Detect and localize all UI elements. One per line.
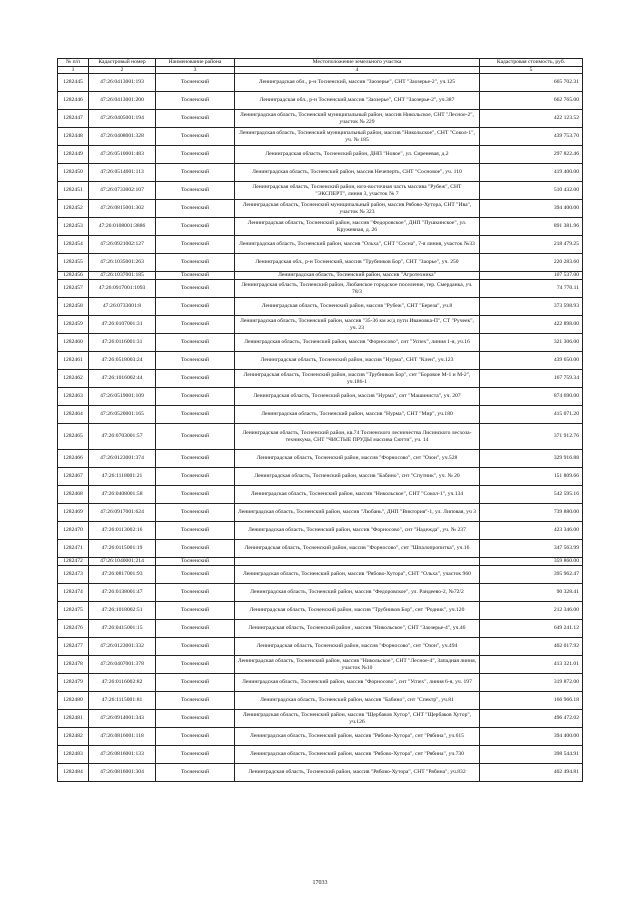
district-cell: Тосненский [156, 638, 235, 656]
row-number-cell: 1282474 [58, 584, 89, 602]
table-row [58, 182, 583, 200]
row-number-cell: 1282466 [58, 450, 89, 468]
cadastral-number-cell: 47:26:0733002:107 [89, 182, 156, 200]
row-number-cell: 1282454 [58, 236, 89, 254]
location-cell: Ленинградская область, Тосненский муниципальный район, массив Рябово-Хутора, СНТ "Ива", участок № 323 [235, 200, 480, 218]
district-cell: Тосненский [156, 674, 235, 692]
table-row [58, 522, 583, 540]
district-cell: Тосненский [156, 316, 235, 334]
location-cell: Ленинградская область, Тосненский район, массив "Форносово", снт "Шпалопропитка", уч.16 [235, 540, 480, 558]
row-number-cell: 1282473 [58, 566, 89, 584]
location-cell: Ленинградская область, Тосненский район, массив "Рябово-Хутора", снт "Рябина", уч.615 [235, 728, 480, 746]
table-row [58, 710, 583, 728]
cadastral-number-cell: 47:26:0116002:82 [89, 674, 156, 692]
row-number-cell: 1282464 [58, 406, 89, 424]
district-cell: Тосненский [156, 74, 235, 92]
cadastral-number-cell: 47:26:0123001:374 [89, 450, 156, 468]
location-cell: Ленинградская область, Тосненский район, массив "Никольское", СНТ "Сокол-1", уч.134 [235, 486, 480, 504]
location-cell: Ленинградская область, Тосненский район, массив "Форносово", снт "Успех", линия 6-я, уч. 197 [235, 674, 480, 692]
cadastral-number-cell: 47:26:0108001:3886 [89, 218, 156, 236]
location-cell: Ленинградская обл., р-н Тосненский,массив "Заозерье", СНТ "Заозерье-2", уч.387 [235, 92, 480, 110]
table-row [58, 424, 583, 450]
cadastral-value-cell: 319 872.00 [480, 674, 583, 692]
location-cell: Ленинградская область, Тосненский район, массив "Трубников Бор", снт "Боровое М-1 и М-2", уч.186-1 [235, 370, 480, 388]
cadastral-value-cell: 542 595.16 [480, 486, 583, 504]
column-number-3: 3 [156, 67, 235, 74]
district-cell: Тосненский [156, 352, 235, 370]
table-row [58, 218, 583, 236]
location-cell: Ленинградская область, Тосненский район, массив "Форносово", снт "Успех", линия 1-я, уч.16 [235, 334, 480, 352]
district-cell: Тосненский [156, 334, 235, 352]
district-cell: Тосненский [156, 182, 235, 200]
row-number-cell: 1282468 [58, 486, 89, 504]
cadastral-value-cell: 891 381.96 [480, 218, 583, 236]
cadastral-number-cell: 47:26:1035001:263 [89, 254, 156, 272]
cadastral-value-cell: 218 479.25 [480, 236, 583, 254]
cadastral-number-cell: 47:26:1037001:185 [89, 272, 156, 280]
district-cell: Тосненский [156, 272, 235, 280]
table-row [58, 280, 583, 298]
table-row [58, 486, 583, 504]
location-cell: Ленинградская область, Тосненский муниципальный район, массив Никольское, СНТ "Лесное-2", участок № 229 [235, 110, 480, 128]
cadastral-number-cell: 47:26:0413001:193 [89, 74, 156, 92]
table-row [58, 638, 583, 656]
table-row [58, 92, 583, 110]
location-cell: Ленинградская обл., р-н Тосненский, массив "Заозерье", СНТ "Заозерье-2", уч.125 [235, 74, 480, 92]
cadastral-number-cell: 47:26:0733001:8 [89, 298, 156, 316]
row-number-cell: 1282460 [58, 334, 89, 352]
cadastral-number-cell: 47:26:0914001:343 [89, 710, 156, 728]
cadastral-value-cell: 419 400.00 [480, 164, 583, 182]
cadastral-value-cell: 394 400.00 [480, 200, 583, 218]
location-cell: Ленинградская область, Тосненский район, массив "Нурма", СНТ "Мир", уч.180 [235, 406, 480, 424]
row-number-cell: 1282447 [58, 110, 89, 128]
district-cell: Тосненский [156, 146, 235, 164]
cadastral-value-cell: 373 598.93 [480, 298, 583, 316]
row-number-cell: 1282479 [58, 674, 89, 692]
table-row [58, 200, 583, 218]
table-row [58, 146, 583, 164]
district-cell: Тосненский [156, 92, 235, 110]
header-row-number: № п/п [58, 59, 89, 67]
cadastral-number-cell: 47:26:0817001:93 [89, 566, 156, 584]
district-cell: Тосненский [156, 602, 235, 620]
location-cell: Ленинградская область, Тосненский муниципальный район, массив "Никольское", СНТ "Сокол-1", уч. № 185 [235, 128, 480, 146]
row-number-cell: 1282469 [58, 504, 89, 522]
row-number-cell: 1282452 [58, 200, 89, 218]
district-cell: Тосненский [156, 746, 235, 764]
cadastral-value-cell: 166 966.18 [480, 692, 583, 710]
row-number-cell: 1282459 [58, 316, 89, 334]
district-cell: Тосненский [156, 424, 235, 450]
header-district-name: Наименование района [156, 59, 235, 67]
row-number-cell: 1282475 [58, 602, 89, 620]
district-cell: Тосненский [156, 218, 235, 236]
table-row [58, 128, 583, 146]
cadastral-value-cell: 510 432.00 [480, 182, 583, 200]
cadastral-number-cell: 47:26:0510001:483 [89, 146, 156, 164]
cadastral-number-cell: 47:26:0816001:304 [89, 764, 156, 782]
location-cell: Ленинградская область, Тосненский район, массив "Рябово-Хутора", СНТ "Ольха", участок 960 [235, 566, 480, 584]
location-cell: Ленинградская область, Тосненский район, массив "Ольха", СНТ "Сосна", 7-я линия, участок №33 [235, 236, 480, 254]
row-number-cell: 1282463 [58, 388, 89, 406]
district-cell: Тосненский [156, 388, 235, 406]
location-cell: Ленинградская область, Тосненский район, массив "Никольское", СНТ "Лесное-4", Западная линия, участок №10 [235, 656, 480, 674]
location-cell: Ленинградская область, Тосненский район, массив "Любань", ДНП "Виктория"-1, ул. Липовая, уч 3 [235, 504, 480, 522]
district-cell: Тосненский [156, 110, 235, 128]
table-row [58, 602, 583, 620]
row-number-cell: 1282472 [58, 558, 89, 566]
location-cell: Ленинградская область, Тосненский район , массив "Никольское", СНТ "Заозерье-4", уч.46 [235, 620, 480, 638]
location-cell: Ленинградская область, Тосненский район, массив "Трубников Бор", снт "Родник", уч.120 [235, 602, 480, 620]
cadastral-value-cell: 422 123.52 [480, 110, 583, 128]
cadastral-number-cell: 47:26:0407001:378 [89, 656, 156, 674]
cadastral-value-cell: 398 544.91 [480, 746, 583, 764]
row-number-cell: 1282450 [58, 164, 89, 182]
row-number-cell: 1282456 [58, 272, 89, 280]
cadastral-number-cell: 47:26:0408001:328 [89, 128, 156, 146]
district-cell: Тосненский [156, 128, 235, 146]
district-cell: Тосненский [156, 728, 235, 746]
cadastral-value-cell: 90 328.41 [480, 584, 583, 602]
location-cell: Ленинградская область, Тосненский район, массив "Рябово-Хутора", СНТ "Рябина", уч.832 [235, 764, 480, 782]
row-number-cell: 1282465 [58, 424, 89, 450]
cadastral-value-cell: 329 916.88 [480, 450, 583, 468]
table-row [58, 656, 583, 674]
row-number-cell: 1282482 [58, 728, 89, 746]
location-cell: Ленинградская область, Тосненский район, массив "Рубеж", СНТ "Береза", уч.8 [235, 298, 480, 316]
location-cell: Ленинградская область, Тосненский район, Любанское городское поселение, тер. Смерданка, уч. 78/3 [235, 280, 480, 298]
cadastral-number-cell: 47:26:0138001:47 [89, 584, 156, 602]
cadastral-value-cell: 395 962.47 [480, 566, 583, 584]
location-cell: Ленинградская область, Тосненский район, массив "35-36 км ж/д пути Ивановка-П", СТ "Ручеек", уч. 23 [235, 316, 480, 334]
cadastral-value-cell: 649 241.12 [480, 620, 583, 638]
cadastral-number-cell: 47:26:0405001:194 [89, 110, 156, 128]
table-row [58, 728, 583, 746]
row-number-cell: 1282457 [58, 280, 89, 298]
header-cadastral-number: Кадастровый номер [89, 59, 156, 67]
location-cell: Ленинградская область, Тосненский район, массив Нечеперть, СНТ "Сосновое", уч. 110 [235, 164, 480, 182]
column-number-5: 5 [480, 67, 583, 74]
table-row [58, 272, 583, 280]
row-number-cell: 1282483 [58, 746, 89, 764]
table-row [58, 674, 583, 692]
district-cell: Тосненский [156, 468, 235, 486]
cadastral-value-cell: 439 650.00 [480, 352, 583, 370]
cadastral-value-cell: 167 759.34 [480, 370, 583, 388]
cadastral-value-cell: 496 472.02 [480, 710, 583, 728]
cadastral-value-cell: 321 306.00 [480, 334, 583, 352]
cadastral-value-cell: 739 880.00 [480, 504, 583, 522]
district-cell: Тосненский [156, 164, 235, 182]
cadastral-value-cell: 297 822.46 [480, 146, 583, 164]
cadastral-value-cell: 874 690.00 [480, 388, 583, 406]
cadastral-number-cell: 47:26:0115001:19 [89, 540, 156, 558]
row-number-cell: 1282476 [58, 620, 89, 638]
table-body [58, 74, 583, 782]
cadastral-value-cell: 415 071.20 [480, 406, 583, 424]
row-number-cell: 1282445 [58, 74, 89, 92]
cadastral-number-cell: 47:26:0123001:332 [89, 638, 156, 656]
location-cell: Ленинградская область, Тосненский район, кв.74 Тосненского лесничества Лисинского лесхоза-техникума, СНТ "ЧИСТЫЕ ПРУДЫ массива Сютти", уч. 14 [235, 424, 480, 450]
cadastral-number-cell: 47:26:0518003:24 [89, 352, 156, 370]
row-number-cell: 1282461 [58, 352, 89, 370]
location-cell: Ленинградская область, Тосненский район, массив "Федоровское", ул. Рандеево-2, №72/2 [235, 584, 480, 602]
location-cell: Ленинградская область, Тосненский район, массив "Щербаков Хутор", СНТ "Щербаков Хутор", уч.126 [235, 710, 480, 728]
table-row [58, 164, 583, 182]
district-cell: Тосненский [156, 710, 235, 728]
district-cell: Тосненский [156, 370, 235, 388]
table-row [58, 566, 583, 584]
district-cell: Тосненский [156, 584, 235, 602]
location-cell: Ленинградская область, Тосненский район, массив "Нурма", СНТ "Клен", уч.123 [235, 352, 480, 370]
table-row [58, 450, 583, 468]
location-cell: Ленинградская область, Тосненский район, массив "Нурма", снт "Машиниста", уч. 207 [235, 388, 480, 406]
cadastral-value-cell: 665 702.31 [480, 74, 583, 92]
district-cell: Тосненский [156, 656, 235, 674]
table-row [58, 370, 583, 388]
row-number-cell: 1282480 [58, 692, 89, 710]
column-number-2: 2 [89, 67, 156, 74]
table-row [58, 504, 583, 522]
row-number-cell: 1282451 [58, 182, 89, 200]
row-number-cell: 1282470 [58, 522, 89, 540]
cadastral-value-cell: 413 321.01 [480, 656, 583, 674]
cadastral-number-cell: 47:26:0921002:127 [89, 236, 156, 254]
row-number-cell: 1282458 [58, 298, 89, 316]
cadastral-number-cell: 47:26:0917001:1093 [89, 280, 156, 298]
column-number-1: 1 [58, 67, 89, 74]
district-cell: Тосненский [156, 486, 235, 504]
table-column-number-row [58, 67, 583, 74]
row-number-cell: 1282484 [58, 764, 89, 782]
cadastral-number-cell: 47:26:1016002:44 [89, 370, 156, 388]
cadastral-value-cell: 371 912.76 [480, 424, 583, 450]
cadastral-number-cell: 47:26:1118001:21 [89, 468, 156, 486]
district-cell: Тосненский [156, 540, 235, 558]
row-number-cell: 1282481 [58, 710, 89, 728]
table-row [58, 236, 583, 254]
cadastral-number-cell: 47:26:0816001:118 [89, 728, 156, 746]
location-cell: Ленинградская область, Тосненский район, массив "Агротехника" [235, 272, 480, 280]
cadastral-value-cell: 74 770.11 [480, 280, 583, 298]
table-row [58, 110, 583, 128]
district-cell: Тосненский [156, 620, 235, 638]
cadastral-number-cell: 47:26:0514001:113 [89, 164, 156, 182]
cadastral-value-cell: 423 346.00 [480, 522, 583, 540]
table-row [58, 316, 583, 334]
district-cell: Тосненский [156, 692, 235, 710]
table-row [58, 558, 583, 566]
district-cell: Тосненский [156, 236, 235, 254]
row-number-cell: 1282467 [58, 468, 89, 486]
cadastral-table-sheet [57, 58, 582, 782]
column-number-4: 4 [235, 67, 480, 74]
location-cell: Ленинградская область, Тосненский район, массив "Форносово", снт "Озон", уч.528 [235, 450, 480, 468]
row-number-cell: 1282462 [58, 370, 89, 388]
table-row [58, 764, 583, 782]
row-number-cell: 1282477 [58, 638, 89, 656]
table-header-row [58, 59, 583, 67]
cadastral-value-cell: 151 809.66 [480, 468, 583, 486]
cadastral-number-cell: 47:26:0816001:133 [89, 746, 156, 764]
table-row [58, 334, 583, 352]
cadastral-value-cell: 107 537.00 [480, 272, 583, 280]
cadastral-number-cell: 47:26:0107001:31 [89, 316, 156, 334]
location-cell: Ленинградская обл., р-н Тосненский, массив "Трубников Бор", СНТ "Заорье", уч. 250 [235, 254, 480, 272]
row-number-cell: 1282448 [58, 128, 89, 146]
location-cell: Ленинградская область, Тосненский район, массив "Рябово-Хутора", снт "Рябина", уч.730 [235, 746, 480, 764]
location-cell [235, 558, 480, 566]
cadastral-value-cell: 394 400.00 [480, 728, 583, 746]
cadastral-value-cell: 220 283.60 [480, 254, 583, 272]
location-cell: Ленинградская область, Тосненский район, ДНП "Новое", ул. Сиреневая, д.2 [235, 146, 480, 164]
cadastral-value-cell: 212 346.00 [480, 602, 583, 620]
district-cell: Тосненский [156, 406, 235, 424]
row-number-cell: 1282453 [58, 218, 89, 236]
table-row [58, 620, 583, 638]
district-cell: Тосненский [156, 522, 235, 540]
district-cell: Тосненский [156, 280, 235, 298]
cadastral-number-cell: 47:26:0116001:31 [89, 334, 156, 352]
table-row [58, 692, 583, 710]
cadastral-number-cell: 47:26:1018002:51 [89, 602, 156, 620]
cadastral-number-cell: 47:26:0413001:200 [89, 92, 156, 110]
row-number-cell: 1282478 [58, 656, 89, 674]
district-cell: Тосненский [156, 254, 235, 272]
location-cell: Ленинградская область, Тосненский район, массив "Федоровское", ДНП "Пушкинское", ул. Кружевная, д. 26 [235, 218, 480, 236]
district-cell: Тосненский [156, 558, 235, 566]
table-row [58, 540, 583, 558]
table-row [58, 74, 583, 92]
table-row [58, 746, 583, 764]
cadastral-value-table [57, 58, 583, 782]
table-row [58, 406, 583, 424]
cadastral-value-cell: 439 753.70 [480, 128, 583, 146]
district-cell: Тосненский [156, 450, 235, 468]
header-cadastral-value: Кадастровая стоимость, руб. [480, 59, 583, 67]
district-cell: Тосненский [156, 504, 235, 522]
cadastral-number-cell: 47:26:1040001:214 [89, 558, 156, 566]
cadastral-number-cell: 47:26:0408001:58 [89, 486, 156, 504]
table-row [58, 298, 583, 316]
district-cell: Тосненский [156, 200, 235, 218]
cadastral-number-cell: 47:26:0415001:15 [89, 620, 156, 638]
location-cell: Ленинградская область, Тосненский район, юго-восточная часть массива "Рубеж", СНТ "ЭКСПЕРТ", линия 3, участок № 7 [235, 182, 480, 200]
location-cell: Ленинградская область, Тосненский район, массив "Бабино", снт "Спектр", уч.81 [235, 692, 480, 710]
table-row [58, 388, 583, 406]
table-row [58, 352, 583, 370]
cadastral-value-cell: 347 563.99 [480, 540, 583, 558]
cadastral-value-cell: 662 765.00 [480, 92, 583, 110]
cadastral-value-cell: 422 898.00 [480, 316, 583, 334]
cadastral-number-cell: 47:26:0917001:624 [89, 504, 156, 522]
row-number-cell: 1282449 [58, 146, 89, 164]
location-cell: Ленинградская область, Тосненский район, массив "Бабино", снт "Спутник", уч. № 20 [235, 468, 480, 486]
table-row [58, 254, 583, 272]
header-land-location: Местоположение земельного участка [235, 59, 480, 67]
table-row [58, 468, 583, 486]
page-number: 17033 [312, 880, 328, 886]
district-cell: Тосненский [156, 298, 235, 316]
cadastral-number-cell: 47:26:0520001:165 [89, 406, 156, 424]
location-cell: Ленинградская область, Тосненский район, массив "Форносово", снт "Надежда", уч. № 237 [235, 522, 480, 540]
row-number-cell: 1282446 [58, 92, 89, 110]
cadastral-number-cell: 47:26:1115001:81 [89, 692, 156, 710]
row-number-cell: 1282455 [58, 254, 89, 272]
district-cell: Тосненский [156, 566, 235, 584]
cadastral-number-cell: 47:26:0113002:16 [89, 522, 156, 540]
cadastral-value-cell: 402 017.92 [480, 638, 583, 656]
district-cell: Тосненский [156, 764, 235, 782]
cadastral-number-cell: 47:26:0703001:57 [89, 424, 156, 450]
row-number-cell: 1282471 [58, 540, 89, 558]
cadastral-value-cell: 359 860.00 [480, 558, 583, 566]
location-cell: Ленинградская область, Тосненский район, массив "Форносово", снт "Озон", уч.494 [235, 638, 480, 656]
cadastral-number-cell: 47:26:0815001:302 [89, 200, 156, 218]
table-row [58, 584, 583, 602]
cadastral-value-cell: 402 494.81 [480, 764, 583, 782]
cadastral-number-cell: 47:26:0519001:109 [89, 388, 156, 406]
